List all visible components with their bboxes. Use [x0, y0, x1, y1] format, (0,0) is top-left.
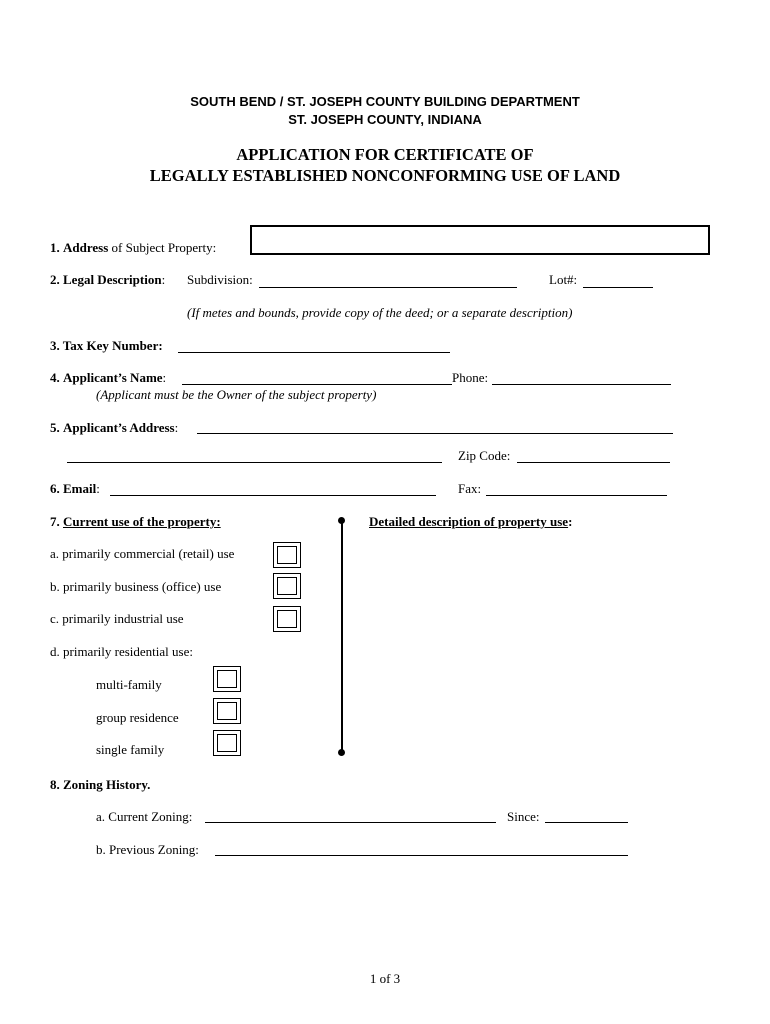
detail-heading-text: Detailed description of property use — [369, 514, 569, 529]
option-industrial-label: c. primarily industrial use — [50, 611, 184, 626]
q1-rest: of Subject Property: — [111, 240, 217, 255]
q5-num: 5. — [50, 420, 60, 435]
q7-heading: Current use of the property: — [63, 514, 221, 529]
lot-field[interactable] — [583, 287, 653, 288]
applicant-address-field-1[interactable] — [197, 433, 673, 434]
q5-label — [50, 420, 178, 436]
single-family-checkbox[interactable] — [213, 730, 241, 756]
form-title-line2: LEGALLY ESTABLISHED NONCONFORMING USE OF LAND — [149, 166, 621, 185]
q4-bold: Applicant’s Name — [63, 370, 163, 385]
option-single-family-label: single family — [96, 742, 165, 757]
industrial-checkbox[interactable] — [273, 606, 301, 632]
since-field[interactable] — [545, 822, 628, 823]
commercial-checkbox[interactable] — [273, 542, 301, 568]
tax-key-field[interactable] — [178, 352, 450, 353]
q2-bold: Legal Description — [63, 272, 162, 287]
option-commercial-label: a. primarily commercial (retail) use — [50, 546, 235, 561]
q6-label — [50, 481, 100, 497]
page-number: 1 of 3 — [369, 971, 401, 986]
q2-label — [50, 272, 165, 288]
multi-family-checkbox[interactable] — [213, 666, 241, 692]
q4-colon: : — [162, 370, 167, 385]
q7-label — [50, 514, 221, 530]
applicant-address-field-2[interactable] — [67, 462, 442, 463]
q2-colon: : — [161, 272, 166, 287]
section-divider — [341, 520, 343, 752]
business-checkbox[interactable] — [273, 573, 301, 599]
q4-label — [50, 370, 166, 386]
q1-num: 1. — [50, 240, 60, 255]
divider-bottom-dot — [338, 749, 345, 756]
q4-num: 4. — [50, 370, 60, 385]
option-business-label: b. primarily business (office) use — [50, 579, 222, 594]
q2-num: 2. — [50, 272, 60, 287]
detail-heading-colon: : — [568, 514, 573, 529]
subdivision-label: Subdivision: — [187, 272, 253, 287]
q7-num: 7. — [50, 514, 60, 529]
applicant-name-field[interactable] — [182, 384, 452, 385]
q6-colon: : — [96, 481, 100, 496]
fax-label: Fax: — [458, 481, 482, 496]
q5-bold: Applicant’s Address — [63, 420, 175, 435]
q6-num: 6. — [50, 481, 60, 496]
phone-label: Phone: — [452, 370, 489, 385]
detailed-description-heading — [369, 514, 572, 530]
email-field[interactable] — [110, 495, 436, 496]
zip-field[interactable] — [517, 462, 670, 463]
q5-colon: : — [174, 420, 179, 435]
q1-bold: Address — [63, 240, 109, 255]
previous-zoning-field[interactable] — [215, 855, 628, 856]
option-multi-family-label: multi-family — [96, 677, 162, 692]
zip-label: Zip Code: — [458, 448, 511, 463]
lot-label: Lot#: — [549, 272, 578, 287]
form-title-line1: APPLICATION FOR CERTIFICATE OF — [236, 145, 534, 164]
fax-field[interactable] — [486, 495, 667, 496]
applicant-owner-note: (Applicant must be the Owner of the subject property) — [96, 387, 377, 402]
subdivision-field[interactable] — [259, 287, 517, 288]
address-input[interactable] — [250, 225, 710, 255]
q6-bold: Email — [63, 481, 97, 496]
previous-zoning-label: b. Previous Zoning: — [96, 842, 199, 857]
zoning-history-heading: 8. Zoning History. — [50, 777, 151, 792]
since-label: Since: — [507, 809, 540, 824]
phone-field[interactable] — [492, 384, 671, 385]
department-name: SOUTH BEND / ST. JOSEPH COUNTY BUILDING DEPARTMENT — [190, 94, 580, 109]
current-zoning-field[interactable] — [205, 822, 496, 823]
legal-description-note: (If metes and bounds, provide copy of the deed; or a separate description) — [187, 305, 573, 320]
option-residential-label: d. primarily residential use: — [50, 644, 193, 659]
option-group-residence-label: group residence — [96, 710, 179, 725]
q1-label — [50, 240, 216, 256]
current-zoning-label: a. Current Zoning: — [96, 809, 193, 824]
group-residence-checkbox[interactable] — [213, 698, 241, 724]
county-name: ST. JOSEPH COUNTY, INDIANA — [288, 112, 482, 127]
tax-key-label: 3. Tax Key Number: — [50, 338, 163, 353]
